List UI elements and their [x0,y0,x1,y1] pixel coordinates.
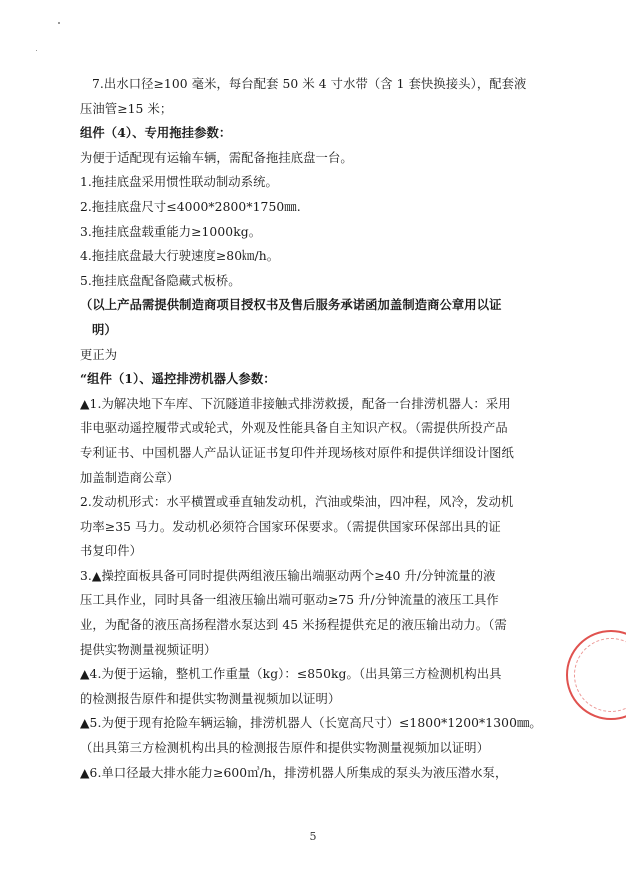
text-line: 明） [92,321,117,337]
section-heading: “组件（1）、遥控排涝机器人参数： [80,371,276,387]
text-line: 业，为配备的液压高扬程潜水泵达到 45 米扬程提供充足的液压输出动力。（需 [80,618,507,633]
text-line: 2.发动机形式：水平横置或垂直轴发动机，汽油或柴油，四冲程，风冷，发动机 [80,495,514,510]
text-line: （出具第三方检测机构出具的检测报告原件和提供实物测量视频加以证明） [80,741,490,756]
text-line: 4.拖挂底盘最大行驶速度≥80㎞/h。 [80,249,280,264]
text-line: 2.拖挂底盘尺寸≤4000*2800*1750㎜. [80,199,301,214]
text-line: 专利证书、中国机器人产品认证证书复印件并现场核对原件和提供详细设计图纸 [80,445,514,460]
scan-speck [36,50,37,51]
text-line: 加盖制造商公章） [80,470,180,485]
text-line: （以上产品需提供制造商项目授权书及售后服务承诺函加盖制造商公章用以证 [80,297,502,313]
scan-speck [58,22,60,24]
text-line: ▲6.单口径最大排水能力≥600㎥/h，排涝机器人所集成的泵头为液压潜水泵， [80,765,508,780]
text-line: 书复印件） [80,544,142,559]
text-line: 功率≥35 马力。发动机必须符合国家环保要求。（需提供国家环保部出具的证 [80,519,501,534]
section-heading: 组件（4）、专用拖挂参数： [80,125,232,141]
text-line: 3.拖挂底盘载重能力≥1000kg。 [80,224,262,239]
text-line: 的检测报告原件和提供实物测量视频加以证明） [80,691,341,706]
text-line: 提供实物测量视频证明） [80,642,217,657]
text-line: 1.拖挂底盘采用惯性联动制动系统。 [80,175,278,190]
text-line: 5.拖挂底盘配备隐藏式板桥。 [80,273,241,288]
page-number: 5 [309,830,317,843]
text-line: 3.▲操控面板具备可同时提供两组液压输出端驱动两个≥40 升/分钟流量的液 [80,568,496,583]
text-line: ▲4.为便于运输，整机工作重量（kg）：≤850kg。（出具第三方检测机构出具 [80,667,502,682]
text-line: 压工具作业，同时具备一组液压输出端可驱动≥75 升/分钟流量的液压工具作 [80,593,499,608]
text-line: ▲5.为便于现有抢险车辆运输，排涝机器人（长宽高尺寸）≤1800*1200*1300㎜。 [80,716,542,731]
text-line: 更正为 [80,347,118,362]
text-line: 7.出水口径≥100 毫米，每台配套 50 米 4 寸水带（含 1 套快换接头），配套液 [92,77,527,91]
text-line: 为便于适配现有运输车辆，需配备拖挂底盘一台。 [80,150,353,165]
document-body [80,72,560,785]
text-line: 非电驱动遥控履带式或轮式，外观及性能具备自主知识产权。（需提供所投产品 [80,421,508,436]
text-line: ▲1.为解决地下车库、下沉隧道非接触式排涝救援，配备一台排涝机器人：采用 [80,396,511,411]
text-line: 压油管≥15 米； [80,101,173,116]
